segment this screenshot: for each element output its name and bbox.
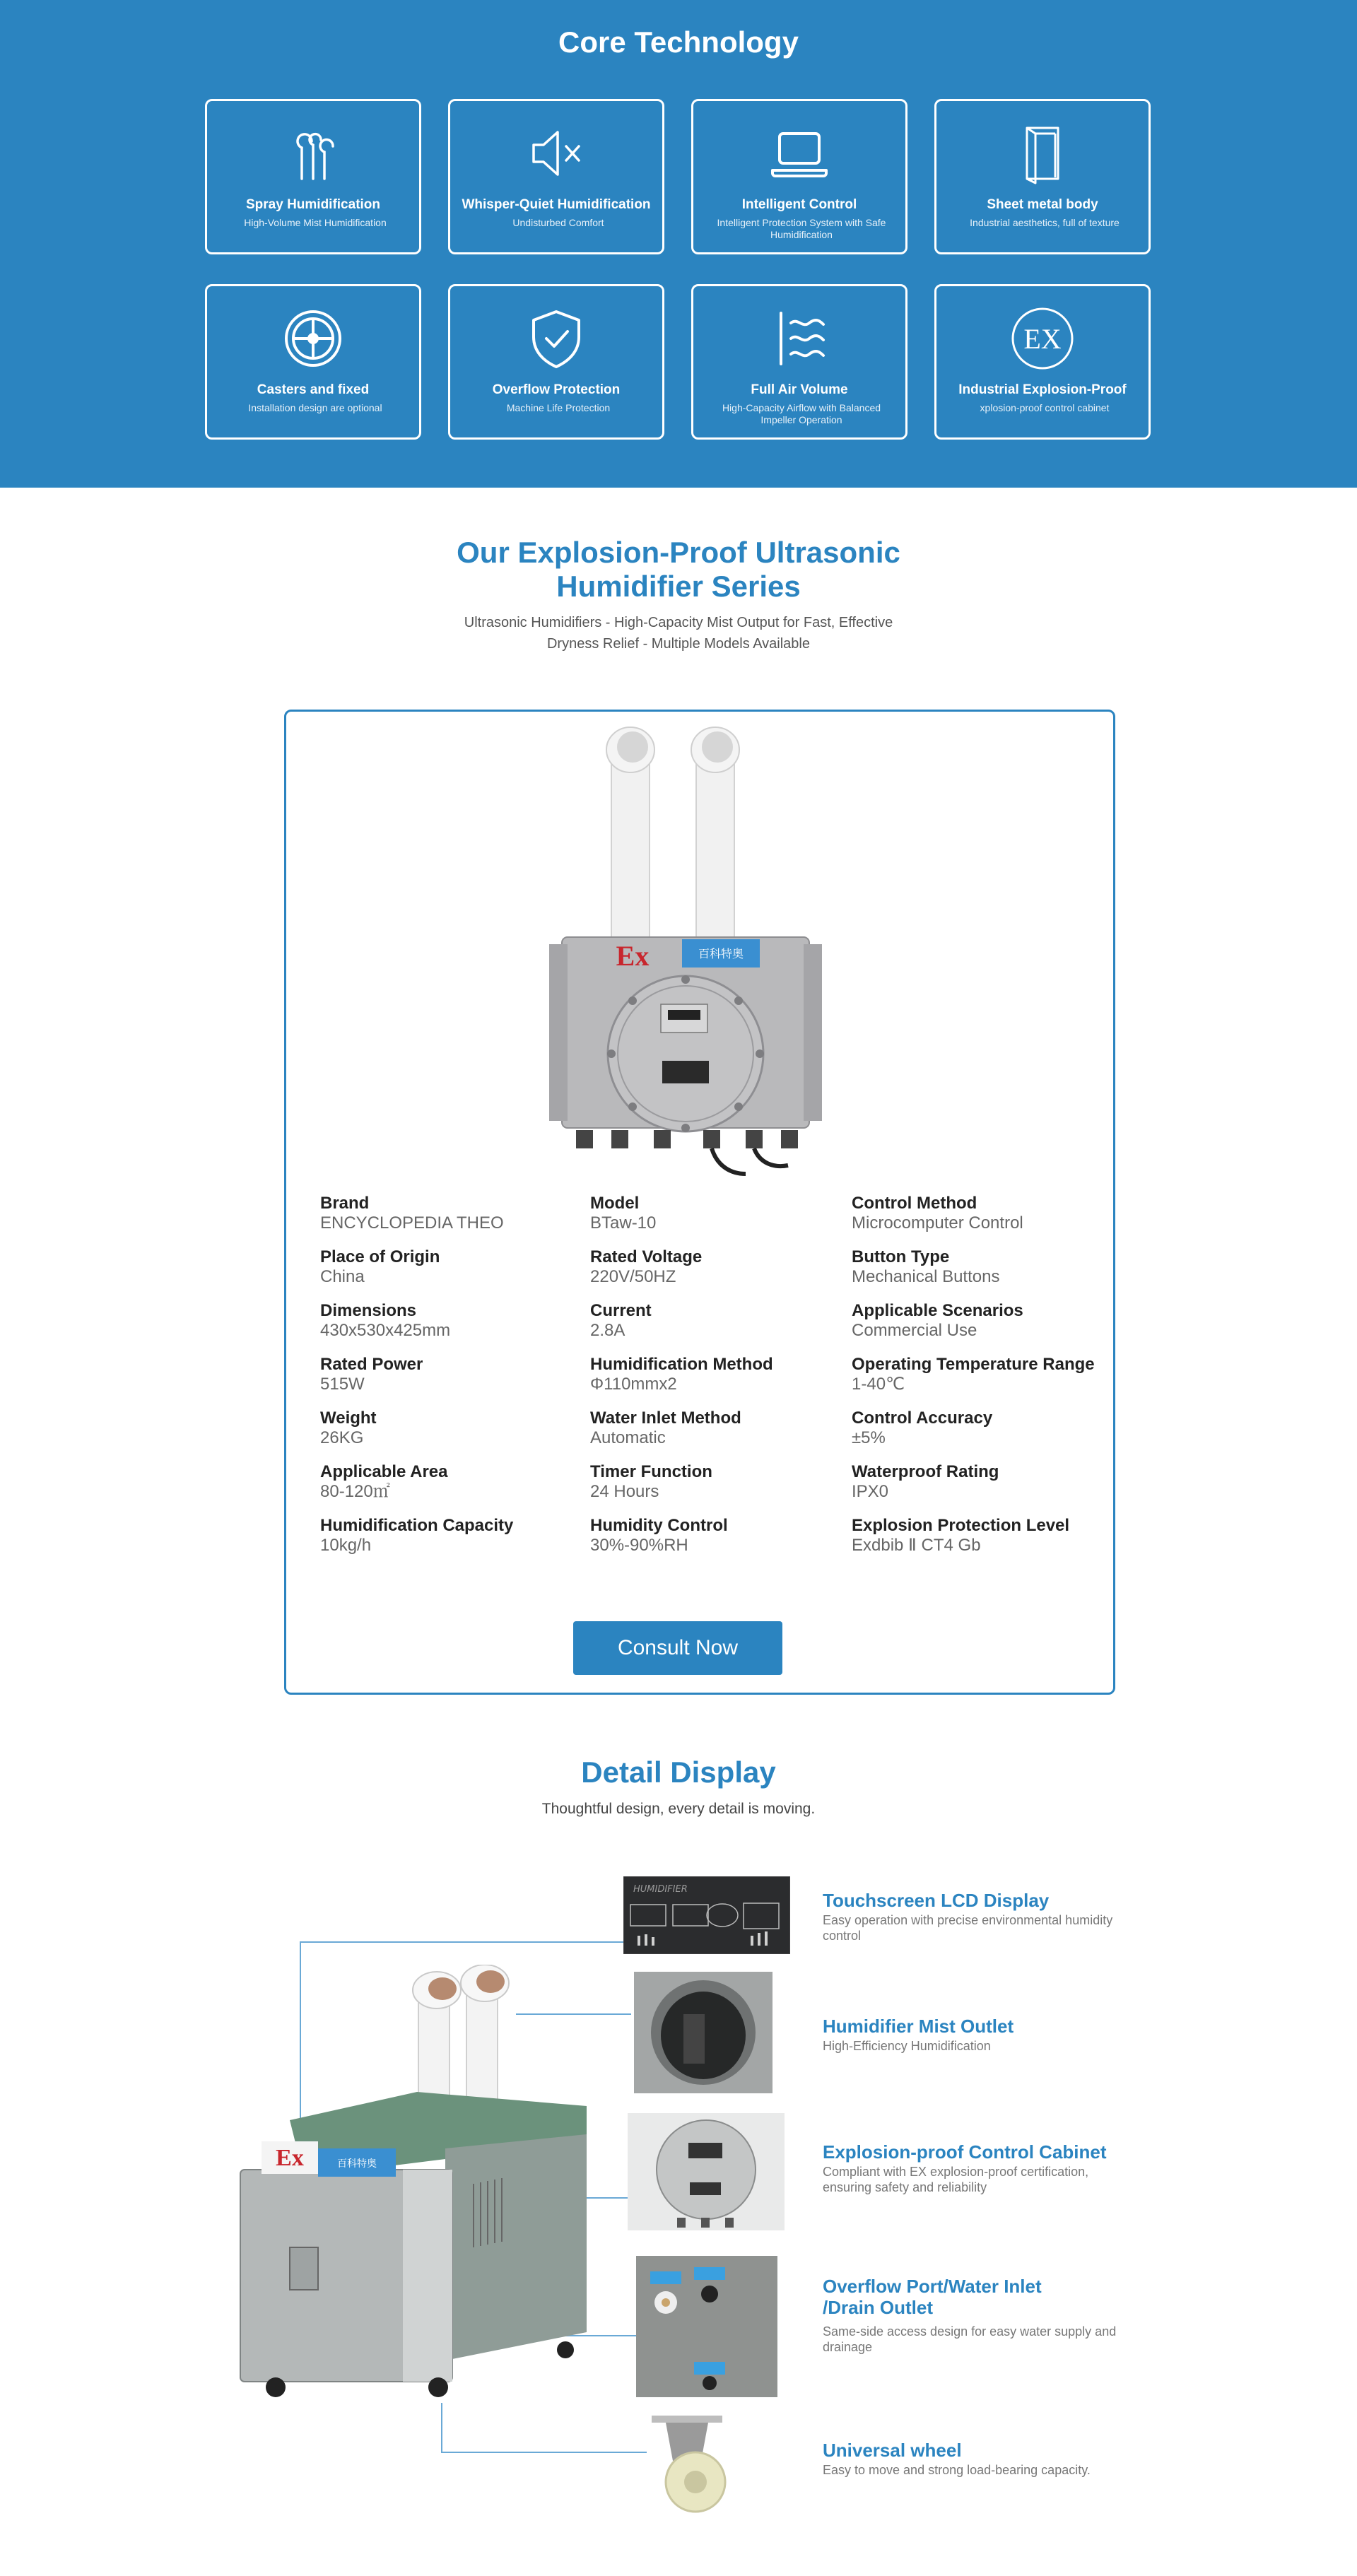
- tech-card-spray[interactable]: [205, 99, 421, 254]
- detail-title: Detail Display: [581, 1755, 776, 1789]
- feature-title-control-cabinet: Explosion-proof Control Cabinet: [823, 2141, 1107, 2163]
- tech-card-subtitle: Industrial aesthetics, full of texture: [970, 217, 1120, 228]
- spec-value: 26KG: [320, 1428, 364, 1447]
- tech-card-title: Spray Humidification: [245, 197, 381, 212]
- spec-key: Brand: [320, 1194, 370, 1213]
- universal-wheel-thumb: [645, 2411, 751, 2517]
- core-technology-grid: [205, 99, 1152, 440]
- feature-desc-mist-outlet: High-Efficiency Humidification: [823, 2039, 991, 2053]
- tech-card-title: Overflow Protection: [492, 382, 621, 397]
- spec-item: [320, 1408, 377, 1448]
- spec-item: [320, 1194, 504, 1233]
- ex-badge-icon: [936, 306, 1149, 371]
- cabinet-icon: [936, 121, 1149, 186]
- laptop-icon: [693, 121, 905, 186]
- spec-key: Waterproof Rating: [852, 1462, 999, 1481]
- spec-key: Model: [590, 1194, 640, 1213]
- tech-card-title: Intelligent Control: [741, 197, 857, 212]
- spec-value: 24 Hours: [590, 1482, 659, 1501]
- spec-key: Explosion Protection Level: [852, 1516, 1070, 1535]
- tech-card-title: Industrial Explosion-Proof: [958, 382, 1127, 397]
- spec-key: Control Method: [852, 1194, 977, 1213]
- spec-key: Place of Origin: [320, 1247, 440, 1266]
- product-card: [284, 710, 1115, 1695]
- spec-item: [852, 1247, 999, 1287]
- spec-key: Water Inlet Method: [590, 1408, 741, 1428]
- ex-badge-text: EX: [1023, 323, 1062, 355]
- spec-key: Applicable Scenarios: [852, 1301, 1023, 1320]
- tech-card-subtitle: High-Capacity Airflow with Balanced Impeller Operation: [722, 402, 881, 425]
- consult-now-button[interactable]: Consult Now: [573, 1621, 782, 1675]
- spec-value: Microcomputer Control: [852, 1213, 1023, 1233]
- spec-value: ENCYCLOPEDIA THEO: [320, 1213, 504, 1233]
- spec-item: [320, 1516, 513, 1555]
- feature-title-water-ports: Overflow Port/Water Inlet /Drain Outlet: [823, 2276, 1042, 2318]
- control-cabinet-thumb: [628, 2113, 785, 2230]
- spec-value: ±5%: [852, 1428, 886, 1447]
- brand-plate-text: 百科特奥: [698, 947, 744, 960]
- spec-value: 220V/50HZ: [590, 1267, 676, 1286]
- lcd-display-thumb: [623, 1876, 790, 1954]
- spec-value: Exdbib Ⅱ CT4 Gb: [852, 1536, 981, 1555]
- tech-card-sheet-metal[interactable]: [934, 99, 1151, 254]
- machine-illustration: [233, 1965, 587, 2403]
- series-title-line1: Our Explosion-Proof Ultrasonic: [457, 536, 900, 569]
- spec-key: Humidification Method: [590, 1355, 773, 1374]
- feature-title-mist-outlet: Humidifier Mist Outlet: [823, 2016, 1014, 2037]
- tech-card-title: Whisper-Quiet Humidification: [462, 197, 651, 212]
- spec-key: Rated Power: [320, 1355, 423, 1374]
- feature-title-lcd: Touchscreen LCD Display: [823, 1890, 1050, 1911]
- spec-item: [590, 1516, 728, 1555]
- machine-brand-plate: 百科特奥: [337, 2158, 377, 2170]
- spec-value: 2.8A: [590, 1321, 625, 1340]
- spec-item: [590, 1408, 741, 1448]
- spec-value: 430x530x425mm: [320, 1321, 451, 1340]
- tech-card-subtitle: Intelligent Protection System with Safe Humidification: [717, 217, 886, 240]
- ex-label-text: Ex: [616, 940, 650, 972]
- spec-value: Φ110mmx2: [590, 1375, 677, 1394]
- mist-outlet-thumb: [634, 1972, 773, 2093]
- water-ports-thumb: [636, 2256, 777, 2397]
- series-title-line2: Humidifier Series: [556, 570, 801, 603]
- spec-key: Button Type: [852, 1247, 950, 1266]
- detail-subtitle: Thoughtful design, every detail is moving.: [541, 1801, 816, 1817]
- spec-value: Commercial Use: [852, 1321, 977, 1340]
- spec-item: [590, 1247, 702, 1287]
- tech-card-title: Full Air Volume: [751, 382, 848, 397]
- machine-ex-label: Ex: [276, 2145, 304, 2171]
- spec-value: 515W: [320, 1375, 365, 1394]
- spec-item: [320, 1462, 448, 1502]
- tech-card-title: Casters and fixed: [257, 382, 370, 397]
- series-title: [0, 536, 1357, 604]
- tech-card-subtitle: Installation design are optional: [248, 402, 382, 413]
- lcd-brand-text: HUMIDIFIER: [633, 1884, 688, 1895]
- feature-desc-lcd: Easy operation with precise environmental humidity control: [823, 1913, 1113, 1943]
- spec-key: Timer Function: [590, 1462, 712, 1481]
- spec-key: Weight: [320, 1408, 377, 1428]
- tech-card-casters[interactable]: [205, 284, 421, 440]
- wheel-icon: [207, 306, 419, 371]
- spec-value: 1-40℃: [852, 1375, 905, 1394]
- spec-item: [590, 1194, 656, 1233]
- spec-value: Automatic: [590, 1428, 666, 1447]
- spec-item: [852, 1355, 1095, 1394]
- mute-speaker-icon: [450, 121, 662, 186]
- spec-item: [852, 1516, 1069, 1555]
- spec-key: Humidification Capacity: [320, 1516, 514, 1535]
- core-technology-title: Core Technology: [558, 25, 799, 59]
- spec-item: [852, 1408, 992, 1448]
- spec-item: [320, 1247, 440, 1287]
- tech-card-subtitle: xplosion-proof control cabinet: [980, 402, 1110, 413]
- spec-value: IPX0: [852, 1482, 889, 1501]
- shield-check-icon: [450, 306, 662, 371]
- spray-icon: [207, 121, 419, 186]
- tech-card-title: Sheet metal body: [987, 197, 1098, 212]
- spec-value: 30%-90%RH: [590, 1536, 688, 1555]
- product-image: [548, 722, 852, 1181]
- tech-card-overflow[interactable]: [448, 284, 664, 440]
- tech-card-subtitle: Machine Life Protection: [506, 402, 611, 413]
- spec-item: [590, 1355, 773, 1394]
- spec-key: Control Accuracy: [852, 1408, 993, 1428]
- spec-key: Humidity Control: [590, 1516, 728, 1535]
- spec-value: BTaw-10: [590, 1213, 657, 1233]
- spec-key: Operating Temperature Range: [852, 1355, 1095, 1374]
- series-subtitle: Ultrasonic Humidifiers - High-Capacity Mist Output for Fast, Effective Dryness Relief - Multiple Models Available: [464, 615, 893, 652]
- spec-value: 80-120㎡: [320, 1482, 390, 1501]
- spec-key: Dimensions: [320, 1301, 417, 1320]
- spec-item: [852, 1301, 1023, 1341]
- tech-card-explosion-proof[interactable]: [934, 284, 1151, 440]
- tech-card-subtitle: High-Volume Mist Humidification: [244, 217, 387, 228]
- feature-desc-water-ports: Same-side access design for easy water supply and drainage: [823, 2324, 1117, 2354]
- spec-value: China: [320, 1267, 365, 1286]
- tech-card-subtitle: Undisturbed Comfort: [512, 217, 604, 228]
- air-waves-icon: [693, 306, 905, 371]
- spec-item: [590, 1462, 712, 1502]
- tech-card-quiet[interactable]: [448, 99, 664, 254]
- feature-desc-universal-wheel: Easy to move and strong load-bearing capacity.: [823, 2463, 1091, 2477]
- spec-value: 10kg/h: [320, 1536, 372, 1555]
- spec-value: Mechanical Buttons: [852, 1267, 1000, 1286]
- spec-item: [320, 1355, 423, 1394]
- tech-card-intelligent[interactable]: [691, 99, 907, 254]
- spec-key: Current: [590, 1301, 652, 1320]
- feature-desc-control-cabinet: Compliant with EX explosion-proof certification, ensuring safety and reliability: [823, 2165, 1089, 2194]
- spec-item: [590, 1301, 652, 1341]
- spec-key: Applicable Area: [320, 1462, 448, 1481]
- spec-item: [320, 1301, 450, 1341]
- tech-card-air-volume[interactable]: [691, 284, 907, 440]
- feature-title-universal-wheel: Universal wheel: [823, 2440, 962, 2461]
- spec-item: [852, 1194, 1023, 1233]
- spec-key: Rated Voltage: [590, 1247, 703, 1266]
- core-technology-section: [0, 0, 1357, 488]
- spec-item: [852, 1462, 999, 1502]
